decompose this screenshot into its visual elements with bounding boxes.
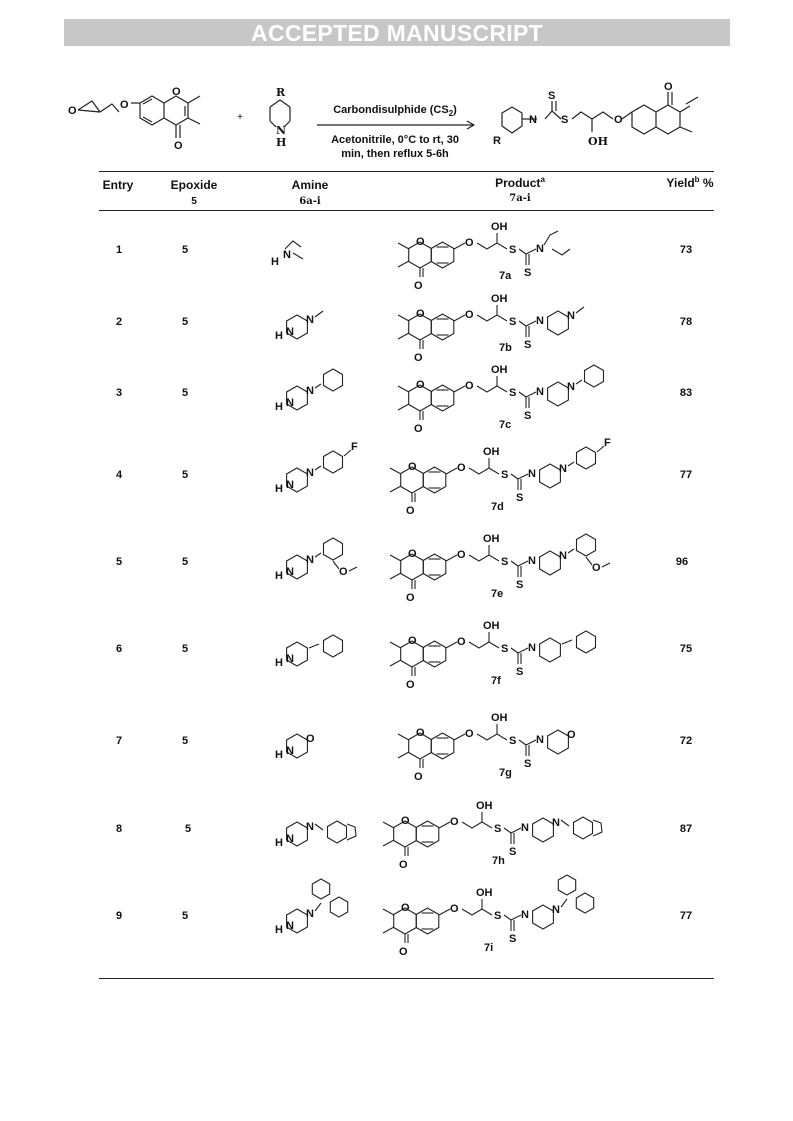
ethyl-chain (285, 241, 301, 249)
bond (561, 899, 567, 907)
carbonyl-oxygen: O (414, 771, 423, 783)
amine-nitrogen: N (283, 249, 291, 261)
chromone-benzene-ring (431, 242, 454, 268)
bond (518, 474, 528, 479)
header-product-id: 7a-i (509, 193, 531, 204)
bond (344, 450, 351, 456)
propyl-chain (462, 909, 492, 915)
svg-text:S: S (561, 114, 569, 126)
ring-oxygen: O (416, 727, 425, 739)
ring-oxygen: O (416, 379, 425, 391)
bond (504, 828, 511, 833)
bond (518, 648, 528, 653)
chromone-benzene-ring (416, 821, 439, 847)
product-amine-ring (548, 730, 569, 754)
chromone-benzene-ring (423, 467, 446, 493)
bond (602, 563, 610, 567)
thione-sulfur: S (516, 492, 524, 504)
fluorine: F (351, 441, 358, 453)
ether-oxygen: O (457, 636, 466, 648)
bond (315, 553, 321, 557)
bond (526, 321, 536, 326)
bond (315, 824, 323, 830)
dithiocarbamate-nitrogen: N (528, 555, 536, 567)
phenyl-ring (577, 631, 596, 653)
thione-sulfur: S (524, 267, 532, 279)
row-atom-labels (275, 620, 536, 691)
propyl-chain (477, 386, 507, 392)
distal-nitrogen: N (306, 467, 314, 479)
chromone-benzene-ring (431, 385, 454, 411)
amine-hydrogen: H (275, 483, 283, 495)
dithiocarbamate-nitrogen: N (521, 909, 529, 921)
distal-nitrogen: N (567, 310, 575, 322)
table-top-rule (99, 171, 714, 172)
bond (390, 642, 401, 648)
bond (518, 561, 528, 566)
aryl-ring (577, 447, 596, 469)
svg-text:R: R (276, 86, 286, 99)
entry-cell: 3 (115, 387, 123, 399)
benzodioxole-ring (574, 817, 593, 839)
ether-oxygen: O (457, 549, 466, 561)
row-atom-labels (275, 712, 576, 783)
aryl-ring (324, 451, 343, 473)
yield-cell: 87 (679, 823, 693, 835)
row-structures (271, 221, 611, 958)
bond (439, 909, 450, 915)
row-atom-labels (275, 800, 560, 871)
bond (576, 307, 584, 313)
bond (519, 321, 526, 326)
ring-oxygen: O (408, 461, 417, 473)
amine-nitrogen: N (286, 479, 294, 491)
compound-label: 7a (499, 270, 512, 282)
bond (454, 243, 465, 249)
row-atom-labels (271, 221, 544, 292)
bond (446, 642, 457, 648)
row-atom-labels (275, 364, 575, 435)
phenyl-ring (576, 893, 593, 913)
distal-nitrogen: N (306, 314, 314, 326)
row-structure (287, 446, 604, 502)
carbonyl-oxygen: O (406, 505, 415, 517)
bond (439, 822, 450, 828)
distal-nitrogen: N (559, 550, 567, 562)
product-amine-ring (548, 382, 569, 406)
hydroxyl: OH (476, 800, 493, 812)
bond (526, 740, 536, 745)
propyl-chain (469, 642, 499, 648)
ethyl-chain (552, 249, 570, 255)
ethyl-chain (544, 231, 558, 245)
distal-nitrogen: N (567, 381, 575, 393)
dithiocarbamate-nitrogen: N (536, 386, 544, 398)
distal-nitrogen: N (306, 821, 314, 833)
bond (568, 549, 574, 553)
bond (398, 261, 409, 267)
epoxide-cell: 5 (181, 316, 189, 328)
ring-oxygen: O (416, 236, 425, 248)
thio-sulfur: S (501, 469, 509, 481)
thio-sulfur: S (501, 643, 509, 655)
bond (446, 555, 457, 561)
morpholine-oxygen: O (306, 733, 315, 745)
bond (398, 752, 409, 758)
amine-hydrogen: H (275, 837, 283, 849)
bond (561, 820, 569, 826)
bond (526, 249, 536, 254)
ring-oxygen: O (401, 815, 410, 827)
epoxide-cell: 5 (181, 556, 189, 568)
bond (398, 333, 409, 339)
epoxide-cell: 5 (181, 469, 189, 481)
entry-cell: 2 (115, 316, 123, 328)
propyl-chain (477, 734, 507, 740)
bond (519, 740, 526, 745)
bond (398, 386, 409, 392)
svg-text:H: H (276, 136, 287, 149)
table-bottom-rule (99, 978, 714, 979)
propyl-chain (477, 243, 507, 249)
thio-sulfur: S (494, 910, 502, 922)
dithiocarbamate-nitrogen: N (536, 243, 544, 255)
amine-hydrogen: H (271, 256, 279, 268)
propyl-chain (469, 468, 499, 474)
amine-hydrogen: H (275, 330, 283, 342)
header-entry: Entry (102, 178, 134, 192)
thio-sulfur: S (509, 735, 517, 747)
epoxide-cell: 5 (181, 735, 189, 747)
plus-sign: + (237, 112, 243, 123)
thione-sulfur: S (524, 339, 532, 351)
bond (398, 315, 409, 321)
distal-nitrogen: N (306, 908, 314, 920)
hydroxyl: OH (483, 620, 500, 632)
compound-label: 7h (492, 855, 505, 867)
bond (315, 466, 321, 470)
ring-oxygen: O (408, 548, 417, 560)
aryl-ring (324, 538, 343, 560)
epoxide-cell: 5 (181, 910, 189, 922)
amine-nitrogen: N (286, 653, 294, 665)
yield-cell: 72 (679, 735, 693, 747)
thione-sulfur: S (524, 410, 532, 422)
amine-hydrogen: H (275, 570, 283, 582)
svg-text:S: S (548, 90, 556, 102)
product-amine-ring (548, 311, 569, 335)
bond (383, 840, 394, 846)
header-amine-id: 6a-i (299, 196, 321, 207)
phenyl-ring (558, 875, 575, 895)
compound-label: 7d (491, 501, 504, 513)
svg-text:N: N (276, 124, 287, 137)
epoxide-cell: 5 (181, 643, 189, 655)
compound-label: 7f (491, 675, 501, 687)
bond (519, 249, 526, 254)
epoxide-cell: 5 (181, 387, 189, 399)
bond (519, 392, 526, 397)
hydroxyl: OH (491, 364, 508, 376)
yield-cell: 78 (679, 316, 693, 328)
benzodioxole-ring (328, 821, 347, 843)
entry-cell: 9 (115, 910, 123, 922)
epoxide-cell: 5 (181, 244, 189, 256)
bond (315, 311, 323, 317)
bond (562, 640, 572, 644)
reaction-reagent: Carbondisulphide $(CS_2)$ (333, 104, 457, 118)
chromone-benzene-ring (431, 314, 454, 340)
compound-label: 7i (484, 942, 494, 954)
propyl-chain (462, 822, 492, 828)
hydroxyl: OH (491, 221, 508, 233)
svg-text:O: O (68, 105, 77, 117)
carbonyl-oxygen: O (414, 352, 423, 364)
morpholine-oxygen: O (567, 729, 576, 741)
table-header-rule (99, 210, 714, 211)
bond (454, 386, 465, 392)
row-structure (287, 365, 604, 420)
carbonyl-oxygen: O (414, 423, 423, 435)
ring-oxygen: O (416, 308, 425, 320)
amine-nitrogen: N (286, 397, 294, 409)
methoxy-oxygen: O (592, 562, 601, 574)
thione-sulfur: S (516, 579, 524, 591)
entry-cell: 7 (115, 735, 123, 747)
bond (446, 468, 457, 474)
distal-nitrogen: N (552, 904, 560, 916)
bond (315, 903, 321, 911)
propyl-chain (469, 555, 499, 561)
aryl-ring (324, 369, 343, 391)
row-structure (287, 305, 584, 349)
bond (511, 474, 518, 479)
bond (390, 555, 401, 561)
yield-cell: 77 (679, 469, 693, 481)
bond (390, 660, 401, 666)
bond (511, 915, 521, 920)
carbonyl-oxygen: O (406, 679, 415, 691)
bond (511, 828, 521, 833)
svg-text:O: O (614, 114, 623, 126)
bond (398, 243, 409, 249)
header-product: Product$^a$ (495, 175, 545, 190)
yield-cell: 96 (675, 556, 689, 568)
dithiocarbamate-nitrogen: N (528, 642, 536, 654)
amine-nitrogen: N (286, 745, 294, 757)
hydroxyl: OH (491, 712, 508, 724)
hydroxyl: OH (476, 887, 493, 899)
svg-text:N: N (529, 114, 537, 126)
svg-text:O: O (664, 81, 673, 93)
svg-text:O: O (172, 86, 181, 98)
compound-label: 7e (491, 588, 504, 600)
bond (511, 648, 518, 653)
bond (383, 927, 394, 933)
phenyl-ring (312, 879, 329, 899)
hydroxyl: OH (483, 533, 500, 545)
thio-sulfur: S (501, 556, 509, 568)
amine-nitrogen: N (286, 920, 294, 932)
row-atom-labels (275, 293, 575, 364)
bond (398, 734, 409, 740)
thione-sulfur: S (509, 933, 517, 945)
carbonyl-oxygen: O (414, 280, 423, 292)
amine-nitrogen: N (286, 326, 294, 338)
chromone-benzene-ring (416, 908, 439, 934)
product-amine-ring (540, 464, 561, 488)
epoxide-cell: 5 (184, 823, 192, 835)
chromone-benzene-ring (423, 554, 446, 580)
hydroxyl: OH (491, 293, 508, 305)
aryl-ring (577, 534, 596, 556)
row-structure (287, 875, 594, 943)
bond (309, 644, 319, 648)
bond (349, 567, 357, 571)
dioxole-ring (347, 824, 356, 840)
header-amine: Amine (291, 178, 329, 192)
bond (390, 486, 401, 492)
thione-sulfur: S (524, 758, 532, 770)
bond (383, 822, 394, 828)
carbonyl-oxygen: O (406, 592, 415, 604)
bond (383, 909, 394, 915)
entry-cell: 1 (115, 244, 123, 256)
phenyl-ring (324, 635, 343, 657)
ethyl-chain (293, 253, 303, 259)
amine-reactant-structure (270, 100, 290, 127)
bond (576, 380, 582, 384)
header-epoxide: Epoxide (170, 178, 218, 192)
yield-cell: 83 (679, 387, 693, 399)
thio-sulfur: S (509, 316, 517, 328)
row-structure (287, 631, 596, 676)
header-yield: Yield$^b$ % (666, 175, 714, 190)
chromone-benzene-ring (431, 733, 454, 759)
entry-cell: 4 (115, 469, 123, 481)
product-amine-ring (540, 551, 561, 575)
compound-label: 7g (499, 767, 512, 779)
product-amine-ring (540, 638, 561, 662)
amine-hydrogen: H (275, 401, 283, 413)
svg-text:O: O (120, 99, 129, 111)
reaction-conditions-line2: min, then reflux 5-6h (341, 148, 449, 160)
distal-nitrogen: N (552, 817, 560, 829)
bond (390, 573, 401, 579)
amine-hydrogen: H (275, 924, 283, 936)
distal-nitrogen: N (559, 463, 567, 475)
svg-text:OH: OH (588, 135, 608, 148)
entry-cell: 8 (115, 823, 123, 835)
reaction-conditions-line1: Acetonitrile, 0°C to rt, 30 (331, 134, 459, 146)
bond (597, 446, 604, 452)
ether-oxygen: O (465, 309, 474, 321)
ether-oxygen: O (450, 903, 459, 915)
yield-cell: 77 (679, 910, 693, 922)
dithiocarbamate-nitrogen: N (536, 315, 544, 327)
aryl-ring (585, 365, 604, 387)
propyl-chain (477, 315, 507, 321)
bond (315, 384, 321, 388)
bond (526, 392, 536, 397)
epoxide-reactant-structure (78, 96, 200, 138)
compound-label: 7c (499, 419, 512, 431)
thio-sulfur: S (509, 387, 517, 399)
bond (398, 404, 409, 410)
ether-oxygen: O (457, 462, 466, 474)
carbonyl-oxygen: O (399, 946, 408, 958)
thio-sulfur: S (509, 244, 517, 256)
bond (568, 462, 574, 466)
bond (454, 315, 465, 321)
product-structure (502, 92, 698, 134)
accepted-manuscript-banner: ACCEPTED MANUSCRIPT (64, 19, 730, 46)
dithiocarbamate-nitrogen: N (536, 734, 544, 746)
distal-nitrogen: N (306, 385, 314, 397)
hydroxyl: OH (483, 446, 500, 458)
ring-oxygen: O (401, 902, 410, 914)
entry-cell: 6 (115, 643, 123, 655)
thio-sulfur: S (494, 823, 502, 835)
phenyl-ring (330, 897, 347, 917)
product-amine-ring (533, 818, 554, 842)
compound-label: 7b (499, 342, 512, 354)
thione-sulfur: S (516, 666, 524, 678)
thione-sulfur: S (509, 846, 517, 858)
bond (504, 915, 511, 920)
bond (511, 561, 518, 566)
fluorine: F (604, 437, 611, 449)
product-amine-ring (533, 905, 554, 929)
amine-nitrogen: N (286, 566, 294, 578)
chromone-benzene-ring (423, 641, 446, 667)
dithiocarbamate-nitrogen: N (528, 468, 536, 480)
bond (454, 734, 465, 740)
entry-cell: 5 (115, 556, 123, 568)
amine-hydrogen: H (275, 749, 283, 761)
header-epoxide-id: 5 (191, 196, 197, 207)
distal-nitrogen: N (306, 554, 314, 566)
dithiocarbamate-nitrogen: N (521, 822, 529, 834)
amine-hydrogen: H (275, 657, 283, 669)
svg-text:R: R (493, 135, 501, 147)
carbonyl-oxygen: O (399, 859, 408, 871)
ether-oxygen: O (465, 237, 474, 249)
ring-oxygen: O (408, 635, 417, 647)
bond (390, 468, 401, 474)
dioxole-ring (593, 820, 602, 836)
amine-nitrogen: N (286, 833, 294, 845)
ether-oxygen: O (465, 380, 474, 392)
yield-cell: 75 (679, 643, 693, 655)
ether-oxygen: O (465, 728, 474, 740)
methoxy-oxygen: O (339, 566, 348, 578)
yield-cell: 73 (679, 244, 693, 256)
svg-text:O: O (174, 140, 183, 152)
ether-oxygen: O (450, 816, 459, 828)
